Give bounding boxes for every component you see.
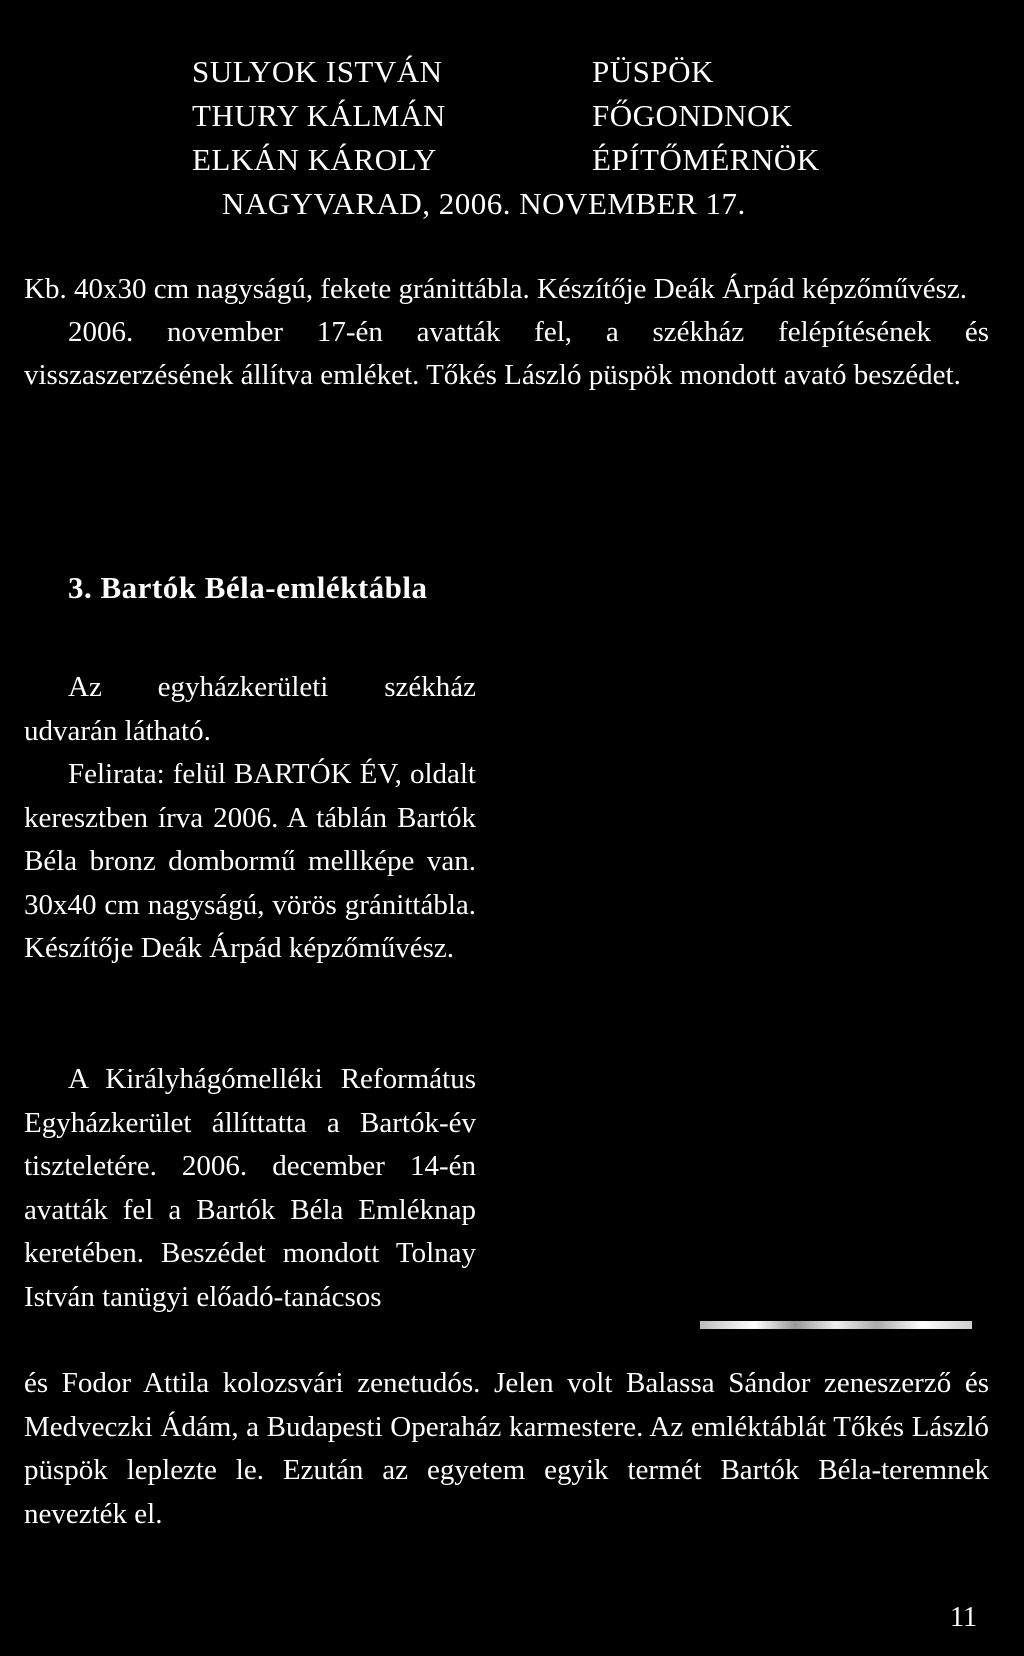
page-number: 11: [950, 1602, 977, 1633]
location-paragraph: [24, 666, 476, 753]
inscription-name: THURY KÁLMÁN: [192, 98, 446, 133]
inscription-row: [0, 182, 1024, 226]
history-text: A Királyhágómelléki Református Egyházkerület állíttatta a Bartók-év tiszteletére. 2006. december 14-én avatták fel a Bartók Béla Emléknap keretében. Beszédet mondott Tolnay István tanügyi előadó-tanácsos: [24, 1063, 476, 1313]
plaque-description: [24, 268, 989, 397]
photo-edge: [700, 1321, 972, 1329]
location-text: Az egyházkerületi székház udvarán látható.: [24, 671, 476, 747]
inscription-title: PÜSPÖK: [592, 54, 714, 89]
history-paragraph: [24, 1058, 476, 1319]
inscription-place-date: NAGYVARAD, 2006. NOVEMBER 17.: [222, 186, 746, 221]
inscription-name: SULYOK ISTVÁN: [192, 54, 443, 89]
inscription-name: ELKÁN KÁROLY: [192, 142, 437, 177]
plaque-inscription: [0, 50, 1024, 226]
inscription-row: [0, 50, 1024, 94]
inscription-row: [0, 138, 1024, 182]
inauguration-text: 2006. november 17-én avatták fel, a székház felépítésének és visszaszerzésének állítva emléket. Tőkés László püspök mondott avató beszédet.: [24, 316, 989, 391]
continuation-paragraph: és Fodor Attila kolozsvári zenetudós. Jelen volt Balassa Sándor zeneszerző és Medveczki Ádám, a Budapesti Operaház karmestere. Az emléktáblát Tőkés László püspök leplezte le. Ezután az egyetem egyik termét Bartók Béla-teremnek nevezték el.: [24, 1367, 989, 1530]
description-line: Kb. 40x30 cm nagyságú, fekete gránittábla. Készítője Deák Árpád képzőművész.: [24, 273, 967, 305]
description-line: [24, 311, 989, 397]
inscription-row: [0, 94, 1024, 138]
inscription-title: FŐGONDNOK: [592, 98, 793, 133]
inscription-paragraph: [24, 753, 476, 971]
inscription-text: Felirata: felül BARTÓK ÉV, oldalt keresztben írva 2006. A táblán Bartók Béla bronz dombormű mellképe van. 30x40 cm nagyságú, vörös gránittábla. Készítője Deák Árpád képzőművész.: [24, 758, 476, 964]
section-heading: 3. Bartók Béla-emléktábla: [68, 570, 428, 605]
inscription-title: ÉPÍTŐMÉRNÖK: [592, 142, 820, 177]
